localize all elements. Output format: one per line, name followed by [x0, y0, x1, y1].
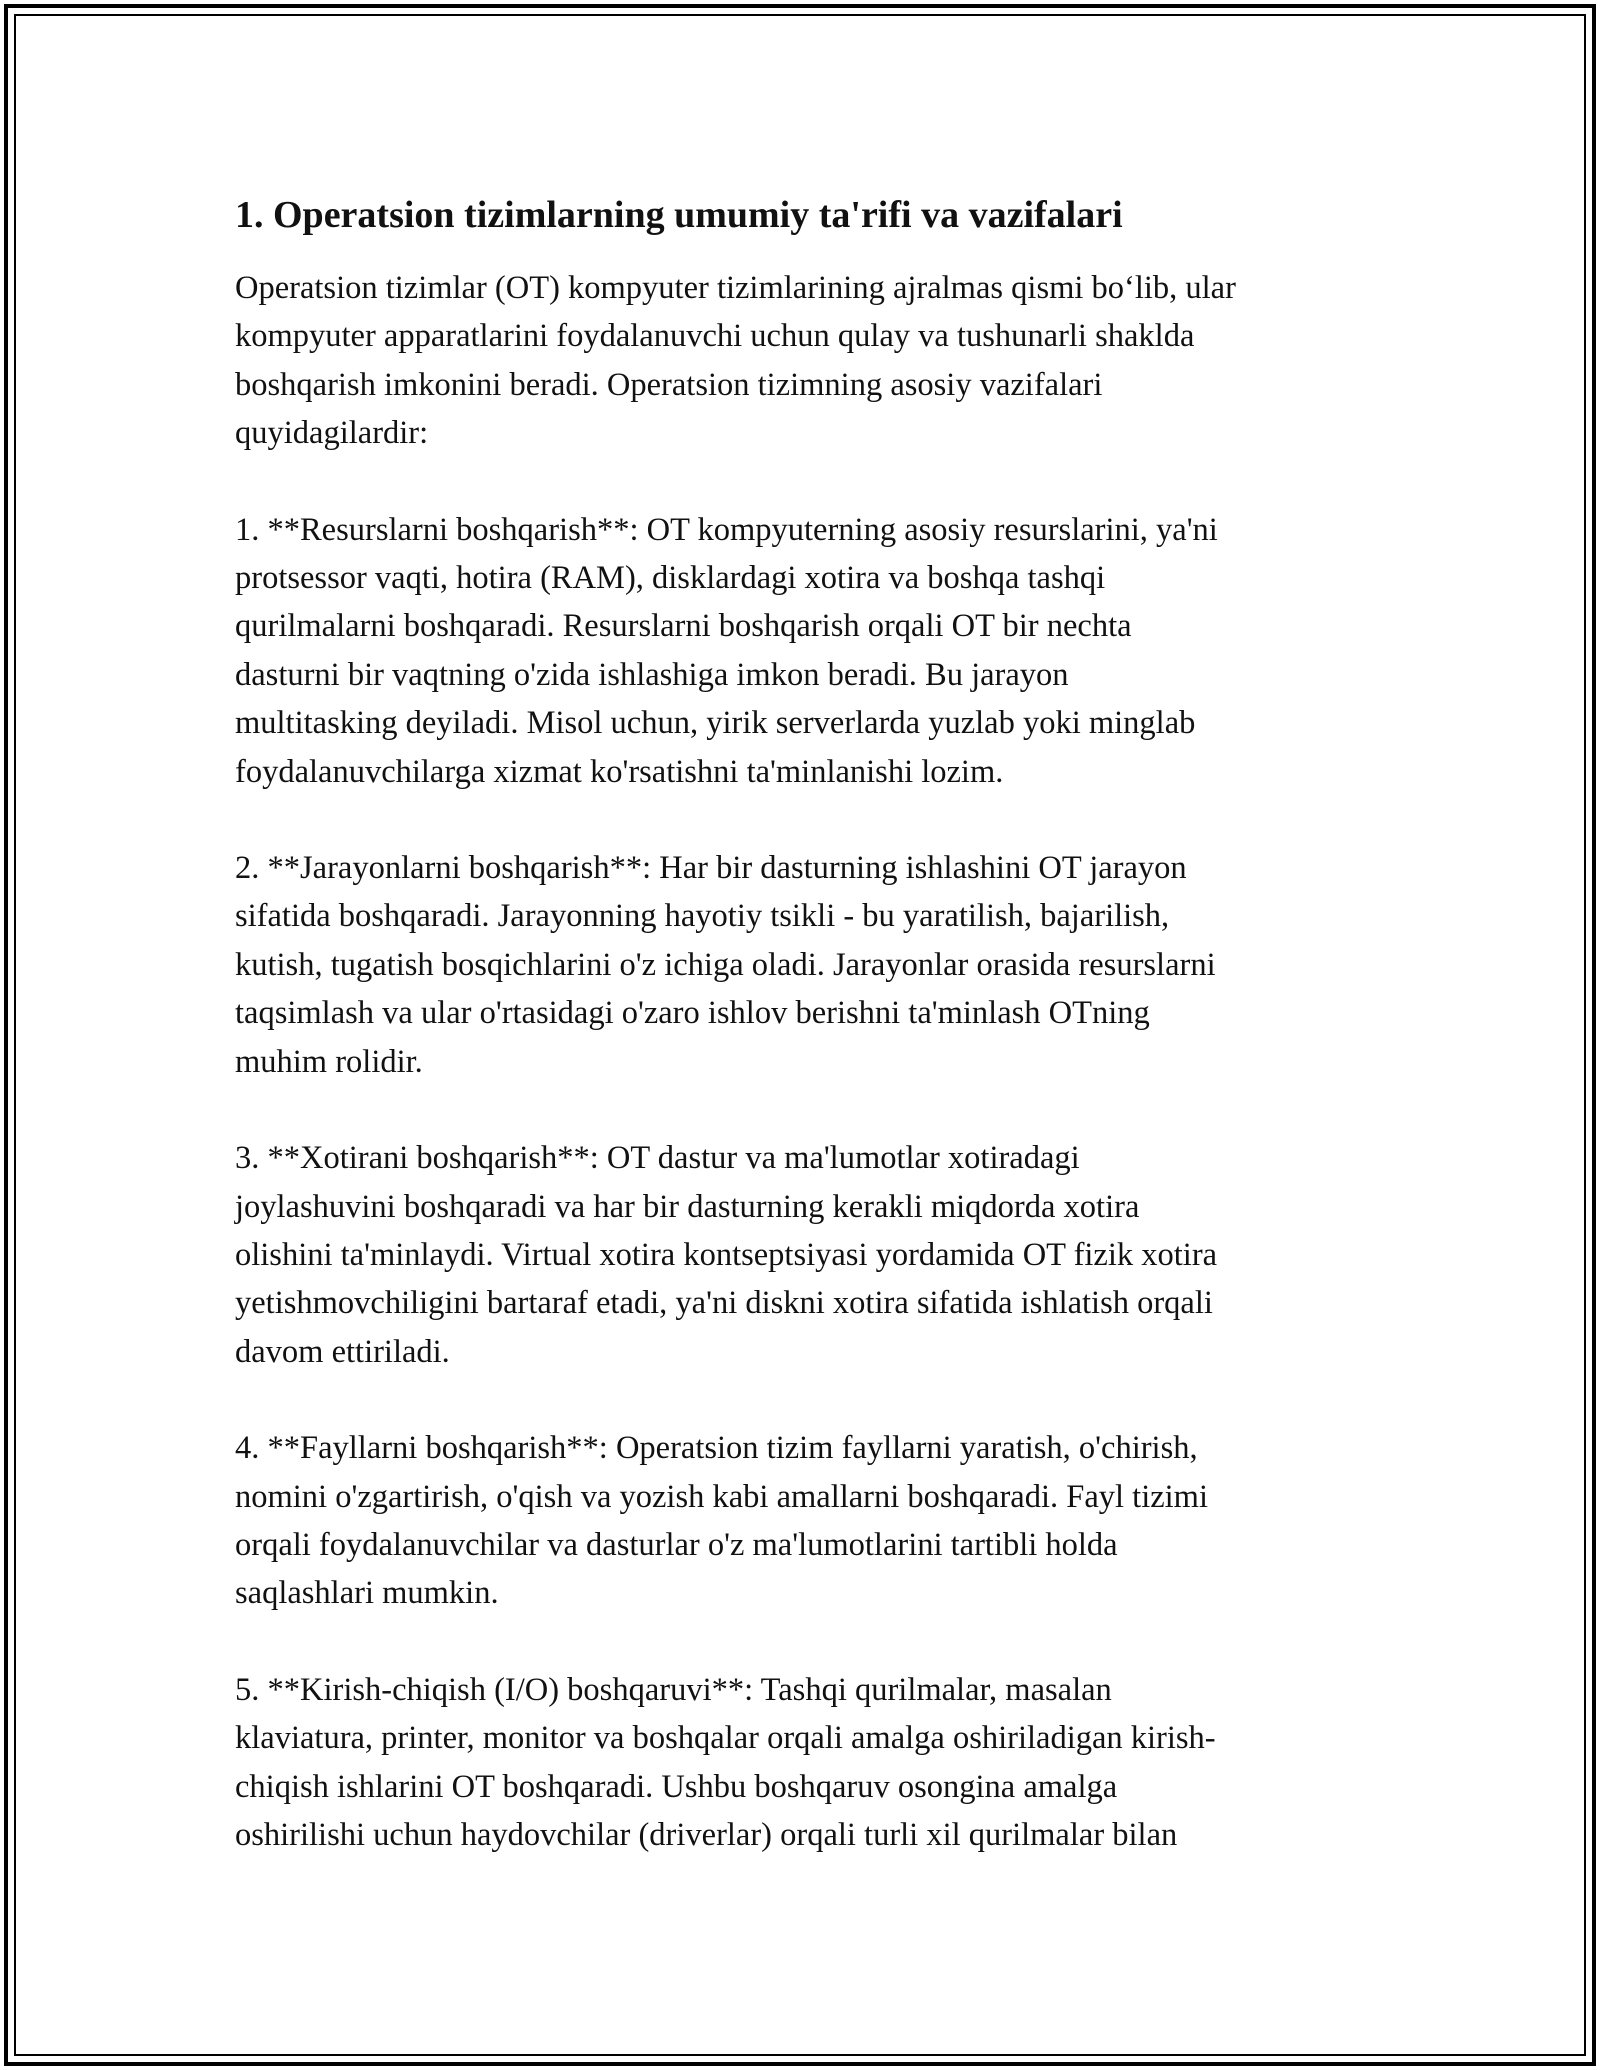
paragraph-process-management: 2. **Jarayonlarni boshqarish**: Har bir dasturning ishlashini OT jarayon sifatida boshqaradi. Jarayonning hayotiy tsikli - bu yaratilish, bajarilish, kutish, tugatish bosqichlarini o'z ichiga oladi. Jarayonlar orasida resurslarni taqsimlash va ular o'rtasidagi o'zaro ishlov berishni ta'minlash OTning muhim rolidir. [235, 850, 1216, 1080]
paragraph-resource-management: 1. **Resurslarni boshqarish**: OT kompyuterning asosiy resurslarini, ya'ni protsessor vaqti, hotira (RAM), disklardagi xotira va boshqa tashqi qurilmalarni boshqaradi. Resurslarni boshqarish orqali OT bir nechta dasturni bir vaqtning o'zida ishlashiga imkon beradi. Bu jarayon multitasking deyiladi. Misol uchun, yirik serverlarda yuzlab yoki minglab foydalanuvchilarga xizmat ko'rsatishni ta'minlanishi lozim. [235, 511, 1218, 790]
paragraph-file-management: 4. **Fayllarni boshqarish**: Operatsion tizim fayllarni yaratish, o'chirish, nomini o'zgartirish, o'qish va yozish kabi amallarni boshqaradi. Fayl tizimi orqali foydalanuvchilar va dasturlar o'z ma'lumotlarini tartibli holda saqlashlari mumkin. [235, 1430, 1208, 1612]
paragraph-io-management: 5. **Kirish-chiqish (I/O) boshqaruvi**: Tashqi qurilmalar, masalan klaviatura, printer, monitor va boshqalar orqali amalga oshiriladigan kirish- chiqish ishlarini OT boshqaradi. Ushbu boshqaruv osongina amalga oshirilishi uchun haydovchilar (driverlar) orqali turli xil qurilmalar bilan [235, 1671, 1216, 1853]
paragraph-memory-management: 3. **Xotirani boshqarish**: OT dastur va ma'lumotlar xotiradagi joylashuvini boshqaradi va har bir dasturning kerakli miqdorda xotira olishini ta'minlaydi. Virtual xotira kontseptsiyasi yordamida OT fizik xotira yetishmovchiligini bartaraf etadi, ya'ni diskni xotira sifatida ishlatish orqali davom ettiriladi. [235, 1140, 1218, 1370]
document-title: 1. Operatsion tizimlarning umumiy ta'rifi va vazifalari [235, 194, 1123, 236]
document-body [235, 188, 1375, 1859]
intro-paragraph: Operatsion tizimlar (OT) kompyuter tizimlarining ajralmas qismi bo‘lib, ular kompyuter apparatlarini foydalanuvchi uchun qulay va tushunarli shaklda boshqarish imkonini beradi. Operatsion tizimning asosiy vazifalari quyidagilardir: [235, 270, 1236, 452]
